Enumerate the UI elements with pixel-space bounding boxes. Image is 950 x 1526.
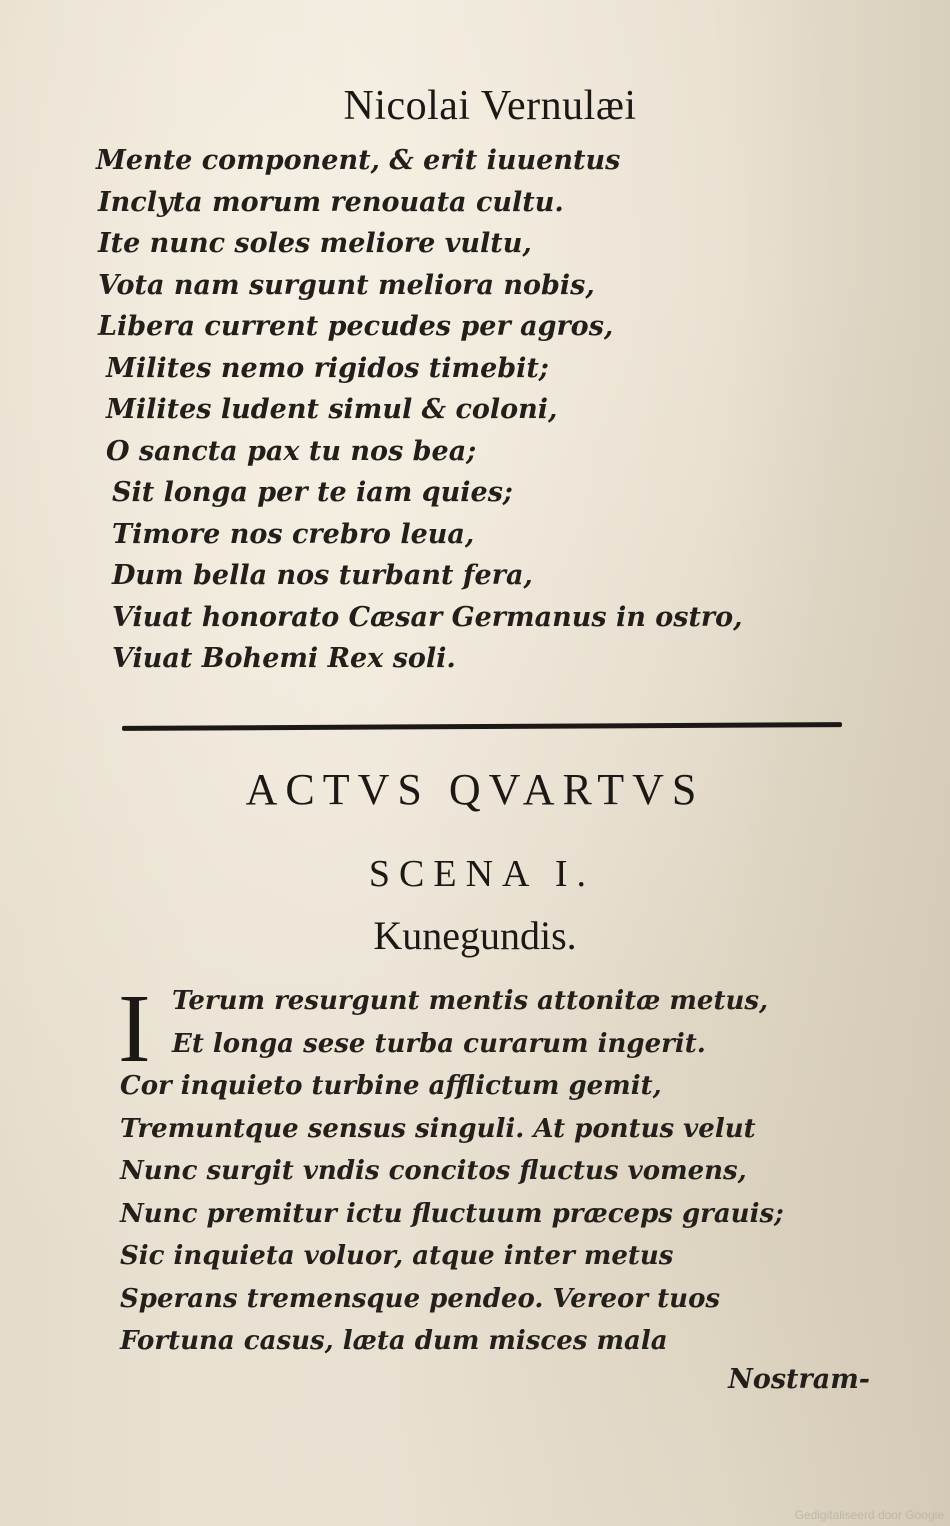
verse-line: Timore nos crebro leua, bbox=[112, 518, 475, 550]
catchword: Nostram- bbox=[728, 1364, 870, 1395]
speech-line: Fortuna casus, læta dum misces mala bbox=[120, 1326, 668, 1356]
speech-line: Sic inquieta voluor, atque inter metus bbox=[120, 1241, 674, 1271]
speaker-name: Kunegundis. bbox=[373, 913, 577, 958]
speech-line: Cor inquieto turbine afflictum gemit, bbox=[120, 1071, 662, 1101]
speech-line: Terum resurgunt mentis attonitæ metus, bbox=[172, 986, 769, 1016]
running-head: Nicolai Vernulæi bbox=[343, 83, 637, 129]
verse-line: Milites ludent simul & coloni, bbox=[106, 394, 558, 425]
speech-line: Tremuntque sensus singuli. At pontus velut bbox=[120, 1113, 756, 1144]
verse-line: Viuat honorato Cæsar Germanus in ostro, bbox=[112, 601, 743, 633]
section-divider bbox=[122, 722, 842, 731]
act-title: ACTVS QVARTVS bbox=[245, 765, 705, 814]
verse-line: Vota nam surgunt meliora nobis, bbox=[98, 269, 595, 301]
verse-line: Viuat Bohemi Rex soli. bbox=[112, 643, 456, 674]
digitization-watermark: Gedigitaliseerd door Google bbox=[794, 1508, 944, 1522]
verse-line: Sit longa per te iam quies; bbox=[112, 477, 513, 508]
verse-line: Milites nemo rigidos timebit; bbox=[106, 352, 549, 384]
speech-line: Sperans tremensque pendeo. Vereor tuos bbox=[120, 1283, 721, 1314]
verse-line: O sancta pax tu nos bea; bbox=[106, 435, 477, 467]
speech-line: Nunc surgit vndis concitos fluctus vomens, bbox=[120, 1156, 747, 1186]
verse-line: Libera current pecudes per agros, bbox=[98, 311, 614, 342]
drop-cap: I bbox=[118, 975, 151, 1083]
verse-line: Mente component, & erit iuuentus bbox=[96, 145, 621, 176]
verse-line: Dum bella nos turbant fera, bbox=[112, 560, 533, 591]
verse-line: Ite nunc soles meliore vultu, bbox=[98, 228, 532, 259]
scene-title: SCENA I. bbox=[368, 853, 596, 895]
speech-line: Et longa sese turba curarum ingerit. bbox=[172, 1028, 706, 1059]
verse-block bbox=[96, 140, 876, 680]
verse-line: Inclyta morum renouata cultu. bbox=[98, 186, 564, 218]
speech-line: Nunc premitur ictu fluctuum præceps grauis; bbox=[120, 1198, 784, 1229]
speech-block bbox=[118, 975, 880, 1363]
